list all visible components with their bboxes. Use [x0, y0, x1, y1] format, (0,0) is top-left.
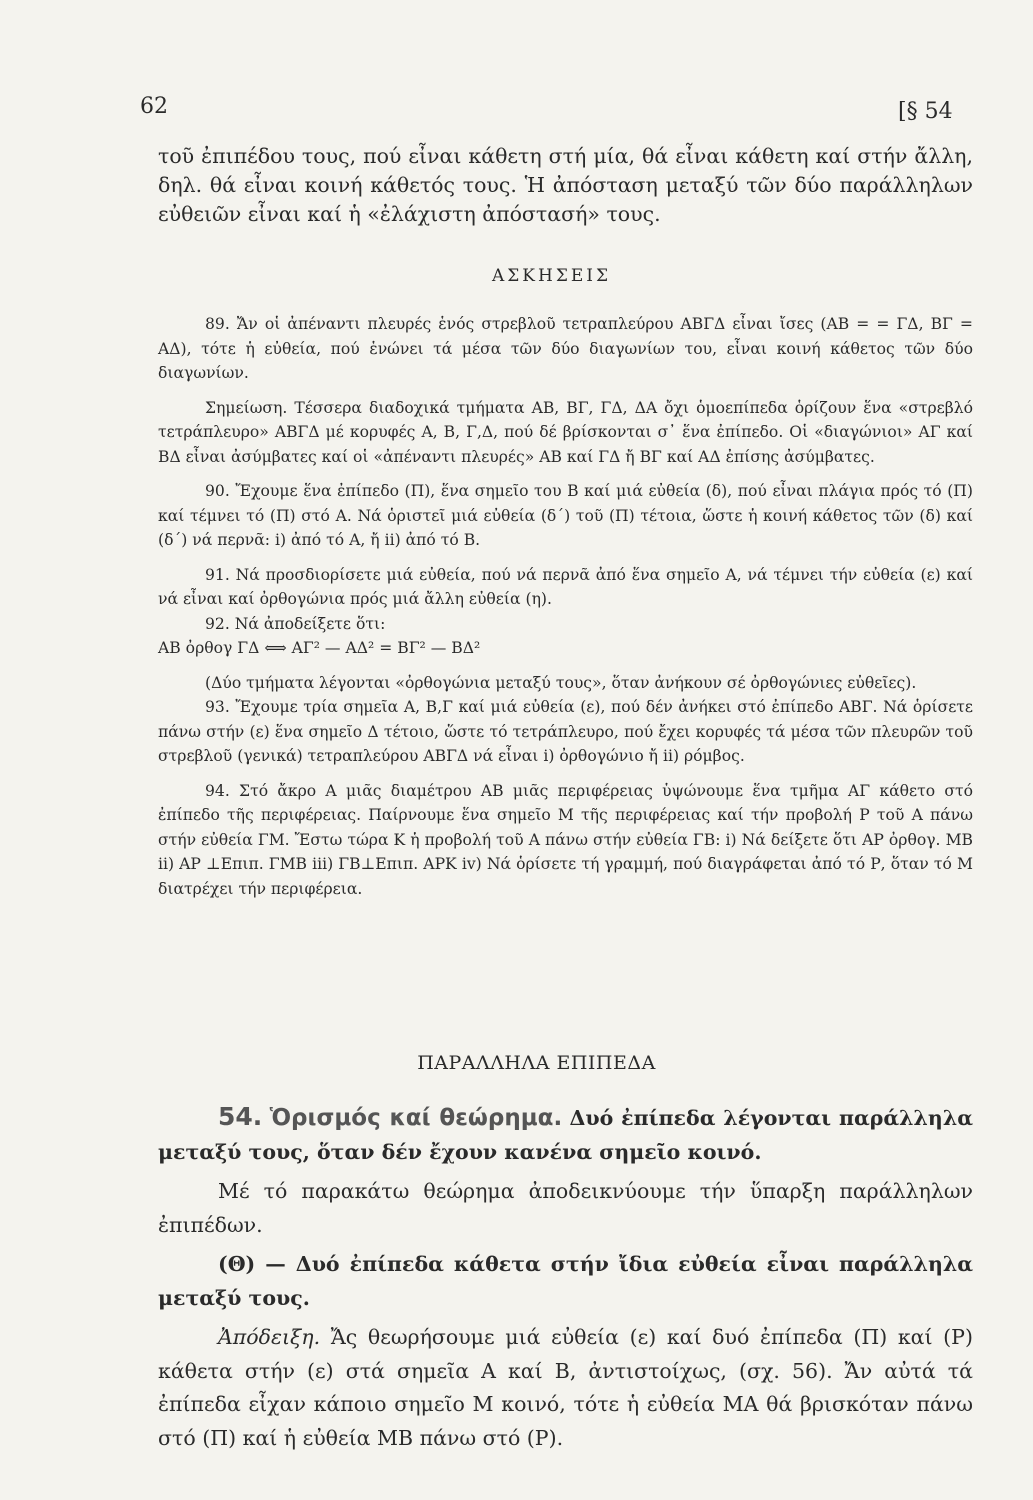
exercise-93: 93. Ἔχουμε τρία σημεῖα Α, Β,Γ καί μιά εὐθεία (ε), πού δέν ἀνήκει στό ἐπίπεδο ΑΒΓ. Νά ὁρίσετε πάνω στήν (ε) ἕνα σημεῖο Δ τέτοιο, ὥστε τό τετράπλευρο, πού ἔχει κορυφές τά μέσα τῶν πλευρῶν τοῦ στρεβλοῦ (γενικά) τετραπλεύρου ΑΒΓΔ νά εἶναι i) ὀρθογώνιο ἤ ii) ρόμβος. [158, 698, 973, 765]
theorem-text: (Θ) — Δυό ἐπίπεδα κάθετα στήν ἴδια εὐθεία εἶναι παράλληλα μεταξύ τους. [158, 1252, 973, 1310]
exercise-90: 90. Ἔχουμε ἕνα ἐπίπεδο (Π), ἕνα σημεῖο του Β καί μιά εὐθεία (δ), πού εἶναι πλάγια πρός τό (Π) καί τέμνει τό (Π) στό Α. Νά ὁριστεῖ μιά εὐθεία (δ΄) τοῦ (Π) τέτοια, ὥστε ἡ κοινή κάθετος τῶν (δ) καί (δ΄) νά περνᾶ: i) ἀπό τό Α, ἤ ii) ἀπό τό Β. [158, 482, 973, 549]
intro-paragraph [158, 142, 973, 229]
exercise-89: 89. Ἄν οἱ ἀπέναντι πλευρές ἑνός στρεβλοῦ τετραπλεύρου ΑΒΓΔ εἶναι ἴσες (ΑΒ = = ΓΔ, ΒΓ = ΑΔ), τότε ἡ εὐθεία, πού ἑνώνει τά μέσα τῶν δύο διαγωνίων του, εἶναι κοινή κάθετος τῶν δύο διαγωνίων. [158, 315, 973, 382]
exercise-91: 91. Νά προσδιορίσετε μιά εὐθεία, πού νά περνᾶ ἀπό ἕνα σημεῖο Α, νά τέμνει τήν εὐθεία (ε) καί νά εἶναι καί ὀρθογώνια πρός μιά ἄλλη εὐθεία (η). [158, 565, 973, 608]
page-number: 62 [140, 94, 168, 119]
exercise-note: Σημείωση. Τέσσερα διαδοχικά τμήματα ΑΒ, ΒΓ, ΓΔ, ΔΑ ὄχι ὁμοεπίπεδα ὁρίζουν ἕνα «στρεβλό τετράπλευρο» ΑΒΓΔ μέ κορυφές Α, Β, Γ,Δ, πού δέ βρίσκονται σ᾿ ἕνα ἐπίπεδο. Οἱ «διαγώνιοι» ΑΓ καί ΒΔ εἶναι ἀσύμβατες καί οἱ «ἀπέναντι πλευρές» ΑΒ καί ΓΔ ἤ ΒΓ καί ΑΔ ἐπίσης ἀσύμβατες. [158, 398, 973, 466]
definition-text: Δυό ἐπίπεδα λέγονται παράλληλα μεταξύ τους, ὅταν δέν ἔχουν κανένα σημεῖο κοινό. [158, 1106, 973, 1164]
exercises-block [158, 312, 973, 901]
lead-text: Μέ τό παρακάτω θεώρημα ἀποδεικνύουμε τήν ὕπαρξη παράλληλων ἐπιπέδων. [158, 1179, 973, 1237]
exercise-92-formula: ΑΒ ὀρθογ ΓΔ ⟺ ΑΓ² — ΑΔ² = ΒΓ² — ΒΔ² [158, 639, 481, 657]
proof-label: Ἀπόδειξη. [218, 1325, 321, 1349]
exercise-92: 92. Νά ἀποδείξετε ὅτι: [205, 614, 386, 633]
exercises-heading: ΑΣΚΗΣΕΙΣ [492, 266, 611, 286]
parallel-planes-heading: ΠΑΡΑΛΛΗΛΑ ΕΠΙΠΕΔΑ [417, 1052, 656, 1074]
exercise-94: 94. Στό ἄκρο Α μιᾶς διαμέτρου ΑΒ μιᾶς περιφέρειας ὑψώνουμε ἕνα τμῆμα ΑΓ κάθετο στό ἐπίπεδο τῆς περιφέρειας. Παίρνουμε ἕνα σημεῖο Μ τῆς περιφέρειας καί τήν προβολή Ρ τοῦ Α πάνω στήν εὐθεία ΓΜ. Ἔστω τώρα Κ ἡ προβολή τοῦ Α πάνω στήν εὐθεία ΓΒ: i) Νά δείξετε ὅτι ΑΡ ὀρθογ. ΜΒ ii) ΑΡ ⊥Επιπ. ΓΜΒ iii) ΓΒ⊥Επιπ. ΑΡΚ iv) Νά ὁρίσετε τή γραμμή, πού διαγράφεται ἀπό τό Ρ, ὅταν τό Μ διατρέχει τήν περιφέρεια. [158, 781, 973, 898]
section-title: Ὁρισμός καί θεώρημα. [269, 1105, 563, 1131]
section-reference: [§ 54 [898, 99, 953, 124]
exercise-92-note: (Δύο τμήματα λέγονται «ὀρθογώνια μεταξύ τους», ὅταν ἀνήκουν σέ ὀρθογώνιες εὐθεῖες). [205, 673, 917, 692]
section-number: 54. [218, 1102, 263, 1131]
intro-text: τοῦ ἐπιπέδου τους, πού εἶναι κάθετη στή μία, θά εἶναι κάθετη καί στήν ἄλλη, δηλ. θά εἶναι κοινή κάθετός τους. Ἡ ἀπόσταση μεταξύ τῶν δύο παράλληλων εὐθειῶν εἶναι καί ἡ «ἐλάχιστη ἀπόστασή» τους. [158, 144, 973, 226]
section-54 [158, 1100, 973, 1455]
proof-text: Ἄς θεωρήσουμε μιά εὐθεία (ε) καί δυό ἐπίπεδα (Π) καί (Ρ) κάθετα στήν (ε) στά σημεῖα Α καί Β, ἀντιστοίχως, (σχ. 56). Ἄν αὐτά τά ἐπίπεδα εἶχαν κάποιο σημεῖο Μ κοινό, τότε ἡ εὐθεία ΜΑ θά βρισκόταν πάνω στό (Π) καί ἡ εὐθεία ΜΒ πάνω στό (Ρ). [158, 1325, 973, 1450]
